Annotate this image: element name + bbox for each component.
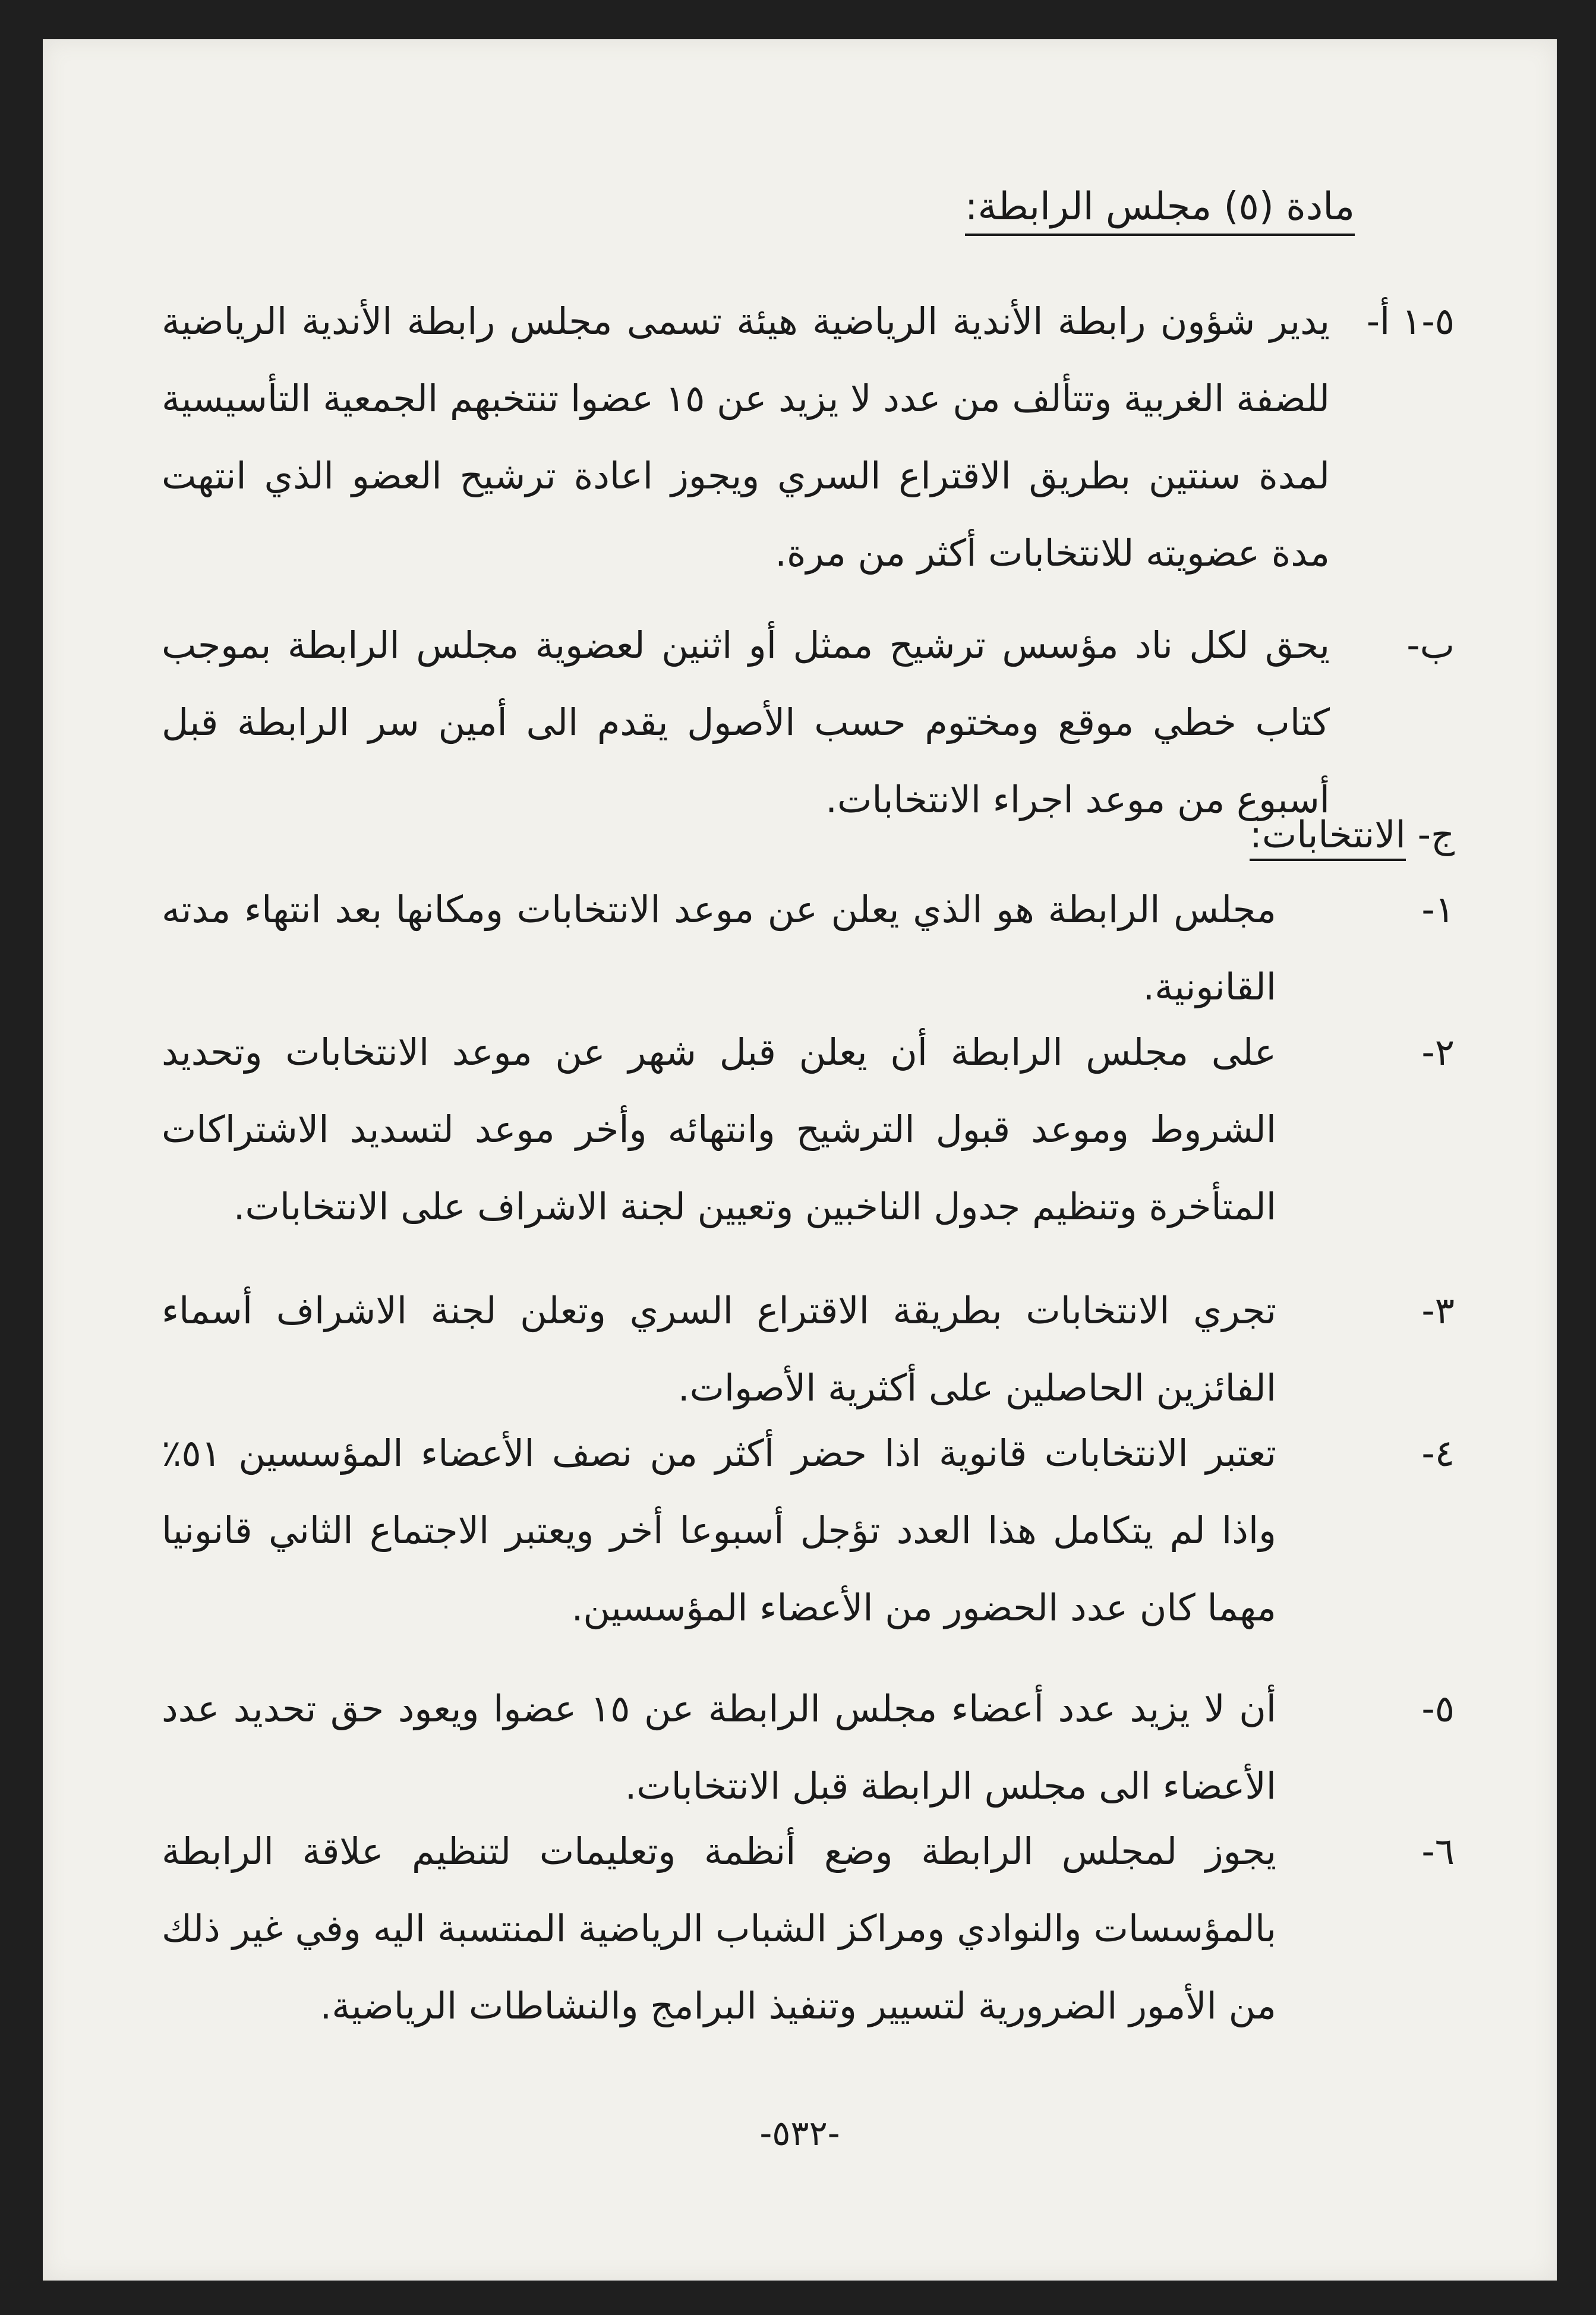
item-text: يحق لكل ناد مؤسس ترشيح ممثل أو اثنين لعضوية مجلس الرابطة بموجب كتاب خطي موقع ومختوم حسب الأصول يقدم الى أمين سر الرابطة قبل أسبوع من موعد اجراء الانتخابات. [162, 623, 1330, 821]
elections-item-2 [162, 1014, 1455, 1245]
item-text: يجوز لمجلس الرابطة وضع أنظمة وتعليمات لتنظيم علاقة الرابطة بالمؤسسات والنوادي ومراكز الشباب الرياضية المنتسبة اليه وفي غير ذلك من الأمور الضرورية لتسيير وتنفيذ البرامج والنشاطات الرياضية. [162, 1830, 1276, 2027]
item-text: يدير شؤون رابطة الأندية الرياضية هيئة تسمى مجلس رابطة الأندية الرياضية للضفة الغربية وتتألف من عدد لا يزيد عن ١٥ عضوا تنتخبهم الجمعية التأسيسية لمدة سنتين بطريق الاقتراع السري ويجوز اعادة ترشيح العضو الذي انتهت مدة عضويته للانتخابات أكثر من مرة. [162, 299, 1330, 575]
item-number: ٤- [1421, 1431, 1455, 1475]
item-text: تعتبر الانتخابات قانوية اذا حضر أكثر من نصف الأعضاء المؤسسين ٥١٪ واذا لم يتكامل هذا العدد تؤجل أسبوعا أخر ويعتبر الاجتماع الثاني قانونيا مهما كان عدد الحضور من الأعضاء المؤسسين. [162, 1431, 1276, 1629]
item-text: تجري الانتخابات بطريقة الاقتراع السري وتعلن لجنة الاشراف أسماء الفائزين الحاصلين على أكثرية الأصوات. [162, 1289, 1276, 1409]
item-number: ٢- [1421, 1030, 1455, 1074]
subheading-prefix: ج- [1417, 813, 1455, 856]
item-number: ٣- [1421, 1289, 1455, 1332]
article-heading: مادة (٥) مجلس الرابطة: [965, 184, 1355, 236]
page-content [43, 39, 1557, 2281]
item-number: ٥-١ أ- [1366, 299, 1455, 343]
elections-item-5 [162, 1670, 1455, 1825]
item-text: على مجلس الرابطة أن يعلن قبل شهر عن موعد الانتخابات وتحديد الشروط وموعد قبول الترشيح وانتهائه وأخر موعد لتسديد الاشتراكات المتأخرة وتنظيم جدول الناخبين وتعيين لجنة الاشراف على الانتخابات. [162, 1030, 1276, 1228]
subheading-label: الانتخابات: [1250, 813, 1406, 861]
article-item-1b [162, 607, 1455, 838]
elections-item-6 [162, 1813, 1455, 2045]
item-text: مجلس الرابطة هو الذي يعلن عن موعد الانتخابات ومكانها بعد انتهاء مدته القانونية. [162, 888, 1276, 1008]
elections-item-3 [162, 1272, 1455, 1427]
elections-item-1 [162, 871, 1455, 1026]
page-number: -٥٣٢- [759, 2113, 840, 2153]
item-number: ٥- [1421, 1687, 1455, 1730]
document-page [43, 39, 1557, 2281]
article-item-1a [162, 283, 1455, 592]
item-number: ١- [1421, 888, 1455, 931]
elections-subheading [1250, 812, 1455, 858]
elections-item-4 [162, 1415, 1455, 1647]
item-text: أن لا يزيد عدد أعضاء مجلس الرابطة عن ١٥ عضوا ويعود حق تحديد عدد الأعضاء الى مجلس الرابطة قبل الانتخابات. [162, 1687, 1276, 1808]
item-number: ب- [1406, 623, 1455, 667]
item-number: ٦- [1421, 1830, 1455, 1873]
